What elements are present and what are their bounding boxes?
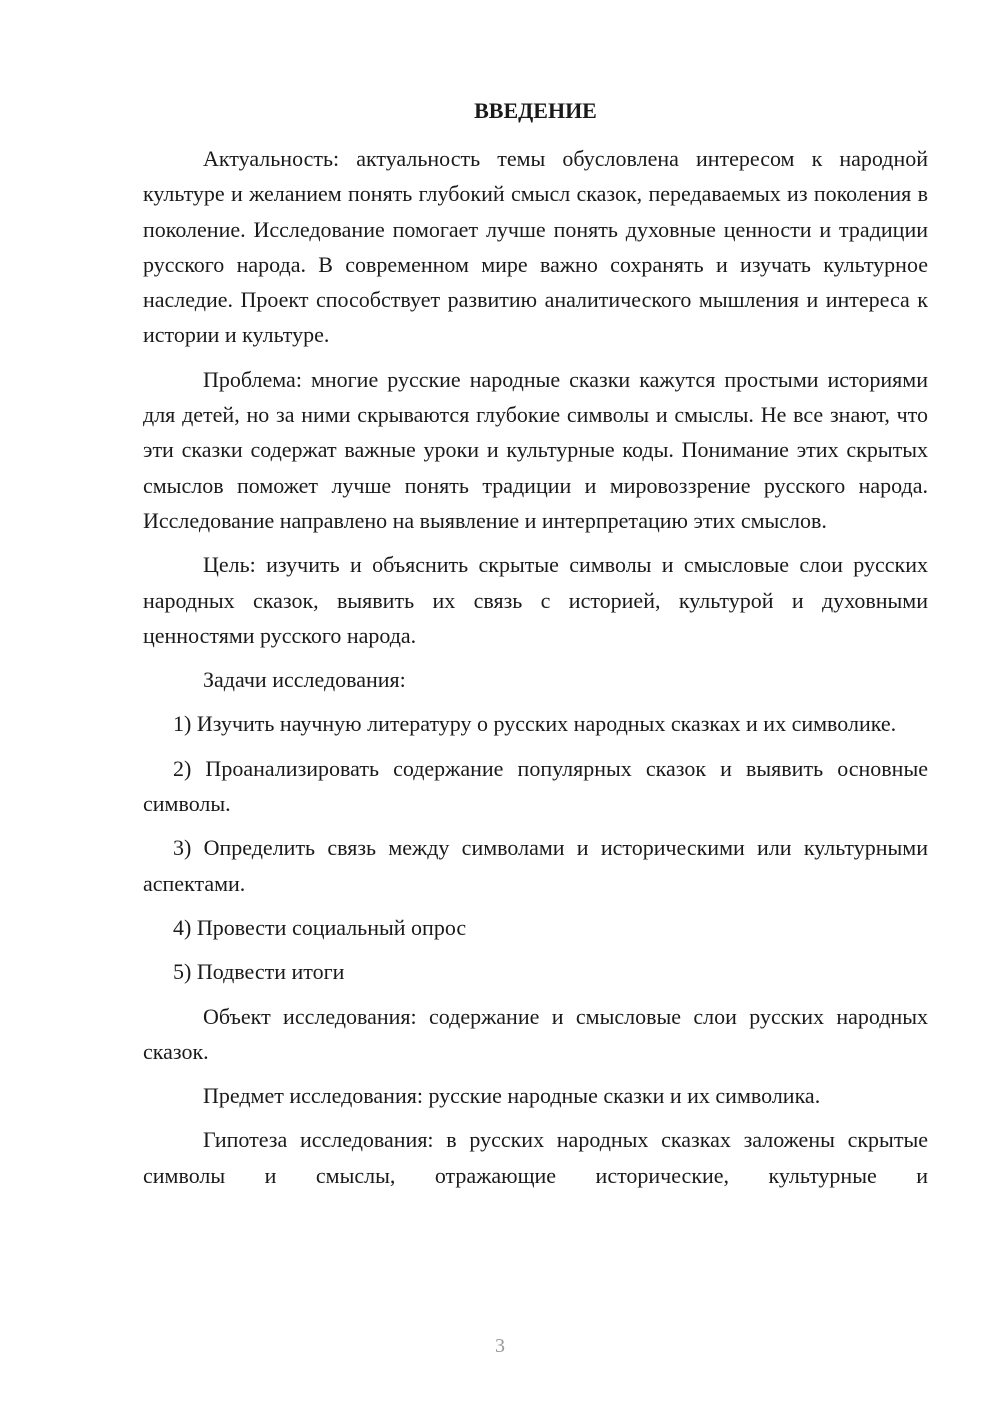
paragraph-hypothesis: Гипотеза исследования: в русских народных сказках заложены скрытые символы и смыслы, отражающие исторические, культурные и [143, 1127, 928, 1188]
page-content [143, 95, 928, 1193]
paragraph-goal: Цель: изучить и объяснить скрытые символы и смысловые слои русских народных сказок, выявить их связь с историей, культурой и духовными ценностями русского народа. [143, 552, 928, 648]
paragraph-problem: Проблема: многие русские народные сказки кажутся простыми историями для детей, но за ними скрываются глубокие символы и смыслы. Не все знают, что эти сказки содержат важные уроки и культурные коды. Понимание этих скрытых смыслов поможет лучше понять традиции и мировоззрение русского народа. Исследование направлено на выявление и интерпретацию этих смыслов. [143, 366, 928, 533]
task-item-5: 5) Подвести итоги [173, 959, 345, 985]
paragraph-tasks-heading: Задачи исследования: [203, 667, 406, 693]
task-item-1: 1) Изучить научную литературу о русских народных сказках и их символике. [173, 711, 897, 737]
section-title: ВВЕДЕНИЕ [474, 98, 597, 123]
task-item-4: 4) Провести социальный опрос [173, 914, 467, 940]
page-number: 3 [495, 1335, 505, 1357]
paragraph-relevance: Актуальность: актуальность темы обусловлена интересом к народной культуре и желанием понять глубокий смысл сказок, передаваемых из поколения в поколение. Исследование помогает лучше понять духовные ценности и традиции русского народа. В современном мире важно сохранять и изучать культурное наследие. Проект способствует развитию аналитического мышления и интереса к истории и культуре. [143, 146, 928, 348]
task-item-2: 2) Проанализировать содержание популярных сказок и выявить основные символы. [143, 755, 928, 817]
paragraph-object: Объект исследования: содержание и смысловые слои русских народных сказок. [143, 1003, 928, 1064]
task-item-3: 3) Определить связь между символами и историческими или культурными аспектами. [143, 835, 928, 896]
paragraph-subject: Предмет исследования: русские народные сказки и их символика. [203, 1083, 821, 1109]
